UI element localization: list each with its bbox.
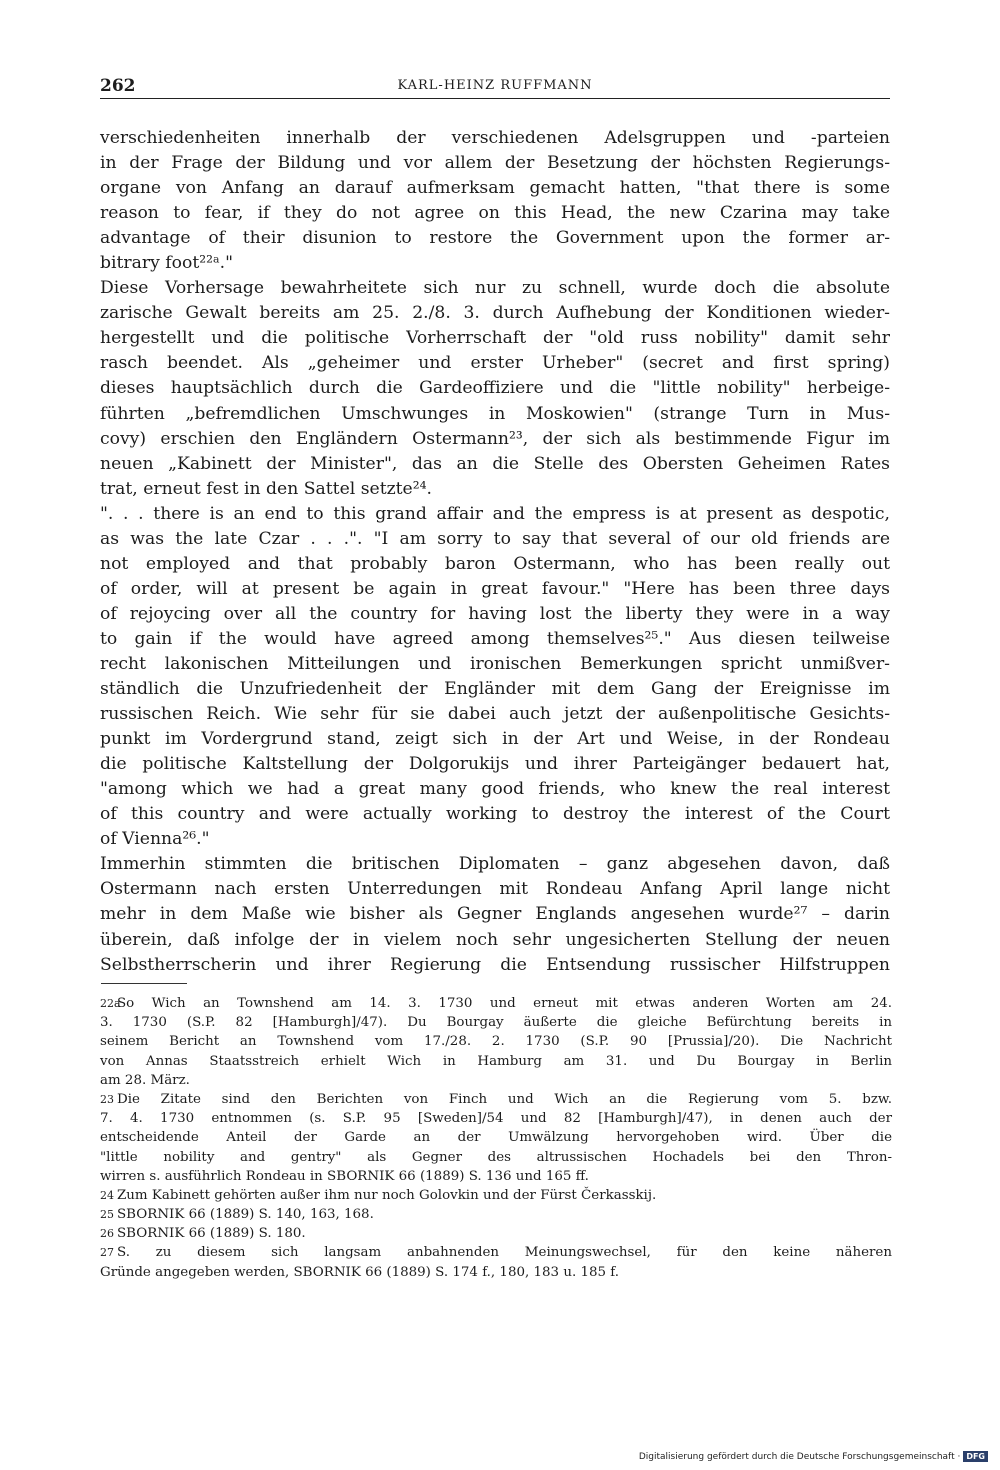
- text-line: hergestellt und die politische Vorherrschaft der "old russ nobility" damit sehr: [100, 328, 890, 349]
- footnote-number: 22a: [100, 997, 121, 1010]
- text-line: as was the late Czar . . .". "I am sorry to say that several of our old friends are: [100, 528, 890, 549]
- text-line: recht lakonischen Mitteilungen und ironischen Bemerkungen spricht unmißver-: [100, 653, 890, 674]
- text-line: not employed and that probably baron Ostermann, who has been really out: [100, 553, 890, 574]
- text-line: of rejoycing over all the country for having lost the liberty they were in a way: [100, 603, 890, 624]
- footnote-line: am 28. März.: [100, 1072, 190, 1088]
- text-line: mehr in dem Maße wie bisher als Gegner Englands angesehen wurde²⁷ – darin: [100, 904, 890, 925]
- footnote-line: 27 S. zu diesem sich langsam anbahnenden Meinungswechsel, für den keine näheren: [100, 1243, 892, 1262]
- text-line: zarische Gewalt bereits am 25. 2./8. 3. durch Aufhebung der Konditionen wieder-: [100, 303, 890, 324]
- footnote-line: seinem Bericht an Townshend vom 17./28. 2. 1730 (S.P. 90 [Prussia]/20). Die Nachricht: [100, 1034, 892, 1050]
- text-line: of Vienna²⁶.": [100, 829, 210, 850]
- text-line: führten „befremdlichen Umschwunges in Moskowien" (strange Turn in Mus-: [100, 403, 890, 424]
- footnote-number: 26: [100, 1227, 114, 1241]
- text-line: neuen „Kabinett der Minister", das an die Stelle des Obersten Geheimen Rates: [100, 453, 890, 474]
- text-line: of this country and were actually working to destroy the interest of the Court: [100, 804, 890, 825]
- text-line: Diese Vorhersage bewahrheitete sich nur zu schnell, wurde doch die absolute: [100, 278, 890, 299]
- text-line: verschiedenheiten innerhalb der verschiedenen Adelsgruppen und -parteien: [100, 128, 890, 148]
- text-line: "among which we had a great many good friends, who knew the real interest: [100, 779, 890, 800]
- footnote-separator: [101, 983, 187, 984]
- text-line: ". . . there is an end to this grand affair and the empress is at present as despotic,: [100, 503, 890, 524]
- footnote-line: 25 SBORNIK 66 (1889) S. 140, 163, 168.: [100, 1205, 892, 1224]
- footnote-line: von Annas Staatsstreich erhielt Wich in Hamburg am 31. und Du Bourgay in Berlin: [100, 1053, 892, 1069]
- page-header: [100, 76, 890, 99]
- footnote-number: 27: [100, 1246, 114, 1260]
- text-line: die politische Kaltstellung der Dolgorukijs und ihrer Parteigänger bedauert hat,: [100, 754, 890, 775]
- page-number: 262: [100, 76, 136, 96]
- footnote-line: entscheidende Anteil der Garde an der Umwälzung hervorgehoben wird. Über die: [100, 1130, 892, 1146]
- text-line: of order, will at present be again in great favour." "Here has been three days: [100, 578, 890, 599]
- footnotes: [100, 994, 892, 1282]
- footnote-line: 7. 4. 1730 entnommen (s. S.P. 95 [Sweden]/54 und 82 [Hamburgh]/47), in denen auch der: [100, 1111, 892, 1127]
- text-line: in der Frage der Bildung und vor allem der Besetzung der höchsten Regierungs-: [100, 153, 890, 174]
- text-line: dieses hauptsächlich durch die Gardeoffiziere und die "little nobility" herbeige-: [100, 378, 890, 399]
- footnote-line: 26 SBORNIK 66 (1889) S. 180.: [100, 1224, 892, 1243]
- footnote-line: 24 Zum Kabinett gehörten außer ihm nur noch Golovkin und der Fürst Čerkasskij.: [100, 1186, 892, 1205]
- running-head: KARL-HEINZ RUFFMANN: [397, 78, 593, 93]
- main-text: [100, 126, 890, 978]
- text-line: überein, daß infolge der in vielem noch sehr ungesicherten Stellung der neuen: [100, 929, 890, 950]
- text-line: Immerhin stimmten die britischen Diplomaten – ganz abgesehen davon, daß: [100, 854, 890, 875]
- text-line: covy) erschien den Engländern Ostermann²³, der sich als bestimmende Figur im: [100, 428, 890, 449]
- credit-text: Digitalisierung gefördert durch die Deutsche Forschungsgemeinschaft ·: [638, 1452, 961, 1462]
- footnote-line: 22aSo Wich an Townshend am 14. 3. 1730 und erneut mit etwas anderen Worten am 24.: [100, 994, 892, 1013]
- dfg-logo-badge: DFG: [963, 1451, 988, 1462]
- text-line: rasch beendet. Als „geheimer und erster Urheber" (secret and first spring): [100, 353, 890, 374]
- footnote-number: 25: [100, 1208, 114, 1222]
- footnote-line: 3. 1730 (S.P. 82 [Hamburgh]/47). Du Bourgay äußerte die gleiche Befürchtung bereits in: [100, 1015, 892, 1031]
- text-line: to gain if the would have agreed among themselves²⁵." Aus diesen teilweise: [100, 628, 890, 649]
- footnote-line: "little nobility and gentry" als Gegner des altrussischen Hochadels bei den Thron-: [100, 1149, 892, 1165]
- digitization-credit: [639, 1451, 988, 1462]
- text-line: punkt im Vordergrund stand, zeigt sich in der Art und Weise, in der Rondeau: [100, 729, 890, 750]
- text-line: trat, erneut fest in den Sattel setzte²⁴.: [100, 478, 432, 499]
- text-line: advantage of their disunion to restore the Government upon the former ar-: [100, 228, 890, 249]
- text-line: bitrary foot²²ᵃ.": [100, 253, 234, 274]
- footnote-line: wirren s. ausführlich Rondeau in SBORNIK 66 (1889) S. 136 und 165 ff.: [100, 1168, 589, 1184]
- text-line: russischen Reich. Wie sehr für sie dabei auch jetzt der außenpolitische Gesichts-: [100, 704, 890, 725]
- text-line: ständlich die Unzufriedenheit der Engländer mit dem Gang der Ereignisse im: [100, 679, 890, 700]
- footnote-line: 23 Die Zitate sind den Berichten von Finch und Wich an die Regierung vom 5. bzw.: [100, 1090, 892, 1109]
- footnote-line: Gründe angegeben werden, SBORNIK 66 (1889) S. 174 f., 180, 183 u. 185 f.: [100, 1264, 620, 1280]
- text-line: Ostermann nach ersten Unterredungen mit Rondeau Anfang April lange nicht: [100, 879, 890, 900]
- text-line: organe von Anfang an darauf aufmerksam gemacht hatten, "that there is some: [100, 178, 890, 199]
- footnote-number: 24: [100, 1188, 114, 1202]
- text-line: Selbstherrscherin und ihrer Regierung die Entsendung russischer Hilfstruppen: [100, 954, 890, 975]
- text-line: reason to fear, if they do not agree on this Head, the new Czarina may take: [100, 203, 890, 224]
- footnote-number: 23: [100, 1092, 114, 1106]
